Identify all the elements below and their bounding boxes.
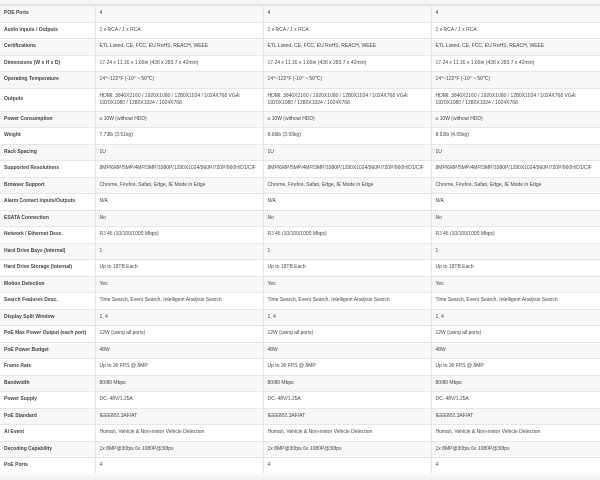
table-row [0, 39, 600, 56]
spec-value-col-1: 1, 4 [95, 309, 263, 326]
spec-value-col-2: 1U [263, 144, 431, 161]
spec-label: Certifications [0, 39, 95, 56]
spec-value-col-1: HDMI: 3840X2160 / 1920X1080 / 1280X1024 / 1024X768 VGA: 1920X1080 / 1280X1024 / 1024X768 [95, 88, 263, 111]
spec-value-col-2: Up to 30 FPS @ 8MP [263, 359, 431, 376]
spec-label: AI Event [0, 425, 95, 442]
spec-value-col-1: Human, Vehicle & Non-motor Vehicle Detection [95, 425, 263, 442]
spec-value-col-1: DC: 48V/1.25A [95, 392, 263, 409]
table-row [0, 293, 600, 310]
spec-value-col-2: DC: 48V/1.25A [263, 392, 431, 409]
spec-label: Rack Spacing [0, 144, 95, 161]
spec-label: Outputs [0, 88, 95, 111]
spec-value-col-3: RJ 45 (10/100/1000 Mbps) [431, 227, 600, 244]
spec-value-col-3: 14°~122°F (-10° ~ 50°C) [431, 72, 600, 89]
spec-value-col-1: 8MP/6MP/5MP/4MP/3MP/1080P/1280X1024/960P/720P/960H/D1/CIF [95, 161, 263, 178]
spec-value-col-2: 4 [263, 458, 431, 474]
spec-value-col-2: 1, 4 [263, 309, 431, 326]
spec-value-col-2: Up to 18TB Each [263, 260, 431, 277]
spec-value-col-1: 4 [95, 458, 263, 474]
spec-value-col-2: 14°~122°F (-10° ~ 50°C) [263, 72, 431, 89]
table-row [0, 326, 600, 343]
table-row [0, 441, 600, 458]
spec-value-col-3: Human, Vehicle & Non-motor Vehicle Detection [431, 425, 600, 442]
spec-value-col-3: Up to 18TB Each [431, 260, 600, 277]
spec-value-col-3: 12W (using all ports) [431, 326, 600, 343]
table-row [0, 22, 600, 39]
spec-value-col-1: IEEE802.3AF/AT [95, 408, 263, 425]
spec-label: Dimensions (W x H x D) [0, 55, 95, 72]
spec-label: Hard Drive Storage (Internal) [0, 260, 95, 277]
spec-value-col-2: 12W (using all ports) [263, 326, 431, 343]
spec-label: Network / Ethernet Desc. [0, 227, 95, 244]
spec-value-col-1: No [95, 210, 263, 227]
spec-label: Power Supply [0, 392, 95, 409]
table-row [0, 111, 600, 128]
table-row [0, 359, 600, 376]
spec-label: Hard Drive Bays (Internal) [0, 243, 95, 260]
spec-table-body [0, 6, 600, 474]
spec-value-col-3: 1 [431, 243, 600, 260]
spec-label: Display Split Window [0, 309, 95, 326]
spec-value-col-1: 17.24 x 11.16 x 1.65in (438 x 283.7 x 42mm) [95, 55, 263, 72]
spec-value-col-1: 1U [95, 144, 263, 161]
spec-value-col-2: N/A [263, 194, 431, 211]
spec-label: PoE Max Power Output (each port) [0, 326, 95, 343]
spec-value-col-2: 1 x RCA / 1 x RCA [263, 22, 431, 39]
spec-value-col-2: 80/80 Mbps [263, 375, 431, 392]
spec-label: Decoding Capability [0, 441, 95, 458]
spec-value-col-2: No [263, 210, 431, 227]
spec-value-col-3: 17.24 x 11.16 x 1.65in (438 x 283.7 x 42mm) [431, 55, 600, 72]
spec-value-col-2: 8.66lb (3.93kg) [263, 128, 431, 145]
spec-value-col-3: 1U [431, 144, 600, 161]
spec-value-col-2: Yes [263, 276, 431, 293]
spec-value-col-2: Time Search, Event Search, Intelligent Analysis Search [263, 293, 431, 310]
spec-value-col-3: 4 [431, 6, 600, 23]
spec-value-col-3: No [431, 210, 600, 227]
table-row [0, 72, 600, 89]
spec-value-col-3: Time Search, Event Search, Intelligent Analysis Search [431, 293, 600, 310]
table-row [0, 128, 600, 145]
spec-value-col-3: N/A [431, 194, 600, 211]
table-row [0, 210, 600, 227]
spec-value-col-3: Up to 30 FPS @ 8MP [431, 359, 600, 376]
table-row [0, 309, 600, 326]
spec-comparison-table [0, 5, 600, 474]
spec-value-col-1: ETL Listed, CE, FCC, EU RoHS, REACH, WEEE [95, 39, 263, 56]
spec-label: Frame Rate [0, 359, 95, 376]
spec-label: POE Ports [0, 6, 95, 23]
spec-label: Supported Resolutions [0, 161, 95, 178]
table-row [0, 425, 600, 442]
spec-value-col-3: ETL Listed, CE, FCC, EU RoHS, REACH, WEEE [431, 39, 600, 56]
table-row [0, 177, 600, 194]
table-row [0, 243, 600, 260]
table-row [0, 375, 600, 392]
spec-label: Power Consumption [0, 111, 95, 128]
table-row [0, 260, 600, 277]
spec-label: Search Features Desc. [0, 293, 95, 310]
table-row [0, 276, 600, 293]
table-row [0, 227, 600, 244]
table-row [0, 392, 600, 409]
spec-value-col-2: Chrome, Firefox, Safari, Edge, IE Mode in Edge [263, 177, 431, 194]
spec-value-col-2: 8MP/6MP/5MP/4MP/3MP/1080P/1280X1024/960P/720P/960H/D1/CIF [263, 161, 431, 178]
spec-value-col-1: 80/80 Mbps [95, 375, 263, 392]
spec-value-col-2: 17.24 x 11.16 x 1.65in (438 x 283.7 x 42mm) [263, 55, 431, 72]
table-row [0, 6, 600, 23]
spec-label: Alarm Contact Inputs/Outputs [0, 194, 95, 211]
spec-label: Browser Support [0, 177, 95, 194]
spec-value-col-3: 4 [431, 458, 600, 474]
spec-value-col-3: IEEE802.3AF/AT [431, 408, 600, 425]
spec-label: ESATA Connection [0, 210, 95, 227]
spec-value-col-3: HDMI: 3840X2160 / 1920X1080 / 1280X1024 / 1024X768 VGA: 1920X1080 / 1280X1024 / 1024X768 [431, 88, 600, 111]
spec-value-col-1: Up to 18TB Each [95, 260, 263, 277]
spec-value-col-1: 7.73lb (3.51kg) [95, 128, 263, 145]
spec-value-col-2: IEEE802.3AF/AT [263, 408, 431, 425]
spec-value-col-2: ETL Listed, CE, FCC, EU RoHS, REACH, WEEE [263, 39, 431, 56]
table-row [0, 342, 600, 359]
spec-value-col-1: Chrome, Firefox, Safari, Edge, IE Mode in Edge [95, 177, 263, 194]
table-row [0, 88, 600, 111]
spec-value-col-1: 1 [95, 243, 263, 260]
spec-value-col-1: RJ 45 (10/100/1000 Mbps) [95, 227, 263, 244]
table-row [0, 408, 600, 425]
spec-value-col-2: 48W [263, 342, 431, 359]
spec-value-col-2: 1 [263, 243, 431, 260]
spec-value-col-3: 1 x RCA / 1 x RCA [431, 22, 600, 39]
spec-label: Bandwidth [0, 375, 95, 392]
spec-value-col-1: ≤ 10W (without HDD) [95, 111, 263, 128]
spec-value-col-1: 12W (using all ports) [95, 326, 263, 343]
spec-value-col-1: 1x 8MP@30fps 6x 1080P@30fps [95, 441, 263, 458]
bottom-fade [0, 472, 600, 480]
spec-value-col-1: 14°~122°F (-10° ~ 50°C) [95, 72, 263, 89]
spec-value-col-1: 4 [95, 6, 263, 23]
spec-value-col-3: Yes [431, 276, 600, 293]
spec-label: PoE Power Budget [0, 342, 95, 359]
spec-label: Operating Temperature [0, 72, 95, 89]
spec-value-col-1: Yes [95, 276, 263, 293]
spec-value-col-2: RJ 45 (10/100/1000 Mbps) [263, 227, 431, 244]
spec-value-col-2: ≤ 10W (without HDD) [263, 111, 431, 128]
spec-value-col-3: 1x 8MP@30fps 6x 1080P@30fps [431, 441, 600, 458]
table-row [0, 55, 600, 72]
spec-value-col-3: 80/80 Mbps [431, 375, 600, 392]
spec-label: Audio Inputs / Outputs [0, 22, 95, 39]
spec-value-col-3: 48W [431, 342, 600, 359]
table-row [0, 194, 600, 211]
spec-value-col-3: 8.92lb (4.05kg) [431, 128, 600, 145]
spec-value-col-3: Chrome, Firefox, Safari, Edge, IE Mode in Edge [431, 177, 600, 194]
spec-label: Weight [0, 128, 95, 145]
spec-value-col-3: ≤ 10W (without HDD) [431, 111, 600, 128]
spec-label: PoE Standard [0, 408, 95, 425]
spec-value-col-2: HDMI: 3840X2160 / 1920X1080 / 1280X1024 / 1024X768 VGA: 1920X1080 / 1280X1024 / 1024X768 [263, 88, 431, 111]
spec-label: Motion Detection [0, 276, 95, 293]
spec-value-col-2: 1x 8MP@30fps 6x 1080P@30fps [263, 441, 431, 458]
spec-value-col-1: Time Search, Event Search, Intelligent Analysis Search [95, 293, 263, 310]
spec-value-col-1: 48W [95, 342, 263, 359]
spec-value-col-1: Up to 30 FPS @ 8MP [95, 359, 263, 376]
table-row [0, 144, 600, 161]
spec-value-col-1: 1 x RCA / 1 x RCA [95, 22, 263, 39]
spec-value-col-2: Human, Vehicle & Non-motor Vehicle Detection [263, 425, 431, 442]
table-row [0, 161, 600, 178]
spec-value-col-3: DC: 48V/1.25A [431, 392, 600, 409]
spec-value-col-3: 8MP/6MP/5MP/4MP/3MP/1080P/1280X1024/960P/720P/960H/D1/CIF [431, 161, 600, 178]
spec-value-col-3: 1, 4 [431, 309, 600, 326]
spec-value-col-1: N/A [95, 194, 263, 211]
spec-value-col-2: 4 [263, 6, 431, 23]
spec-label: PoE Ports [0, 458, 95, 474]
